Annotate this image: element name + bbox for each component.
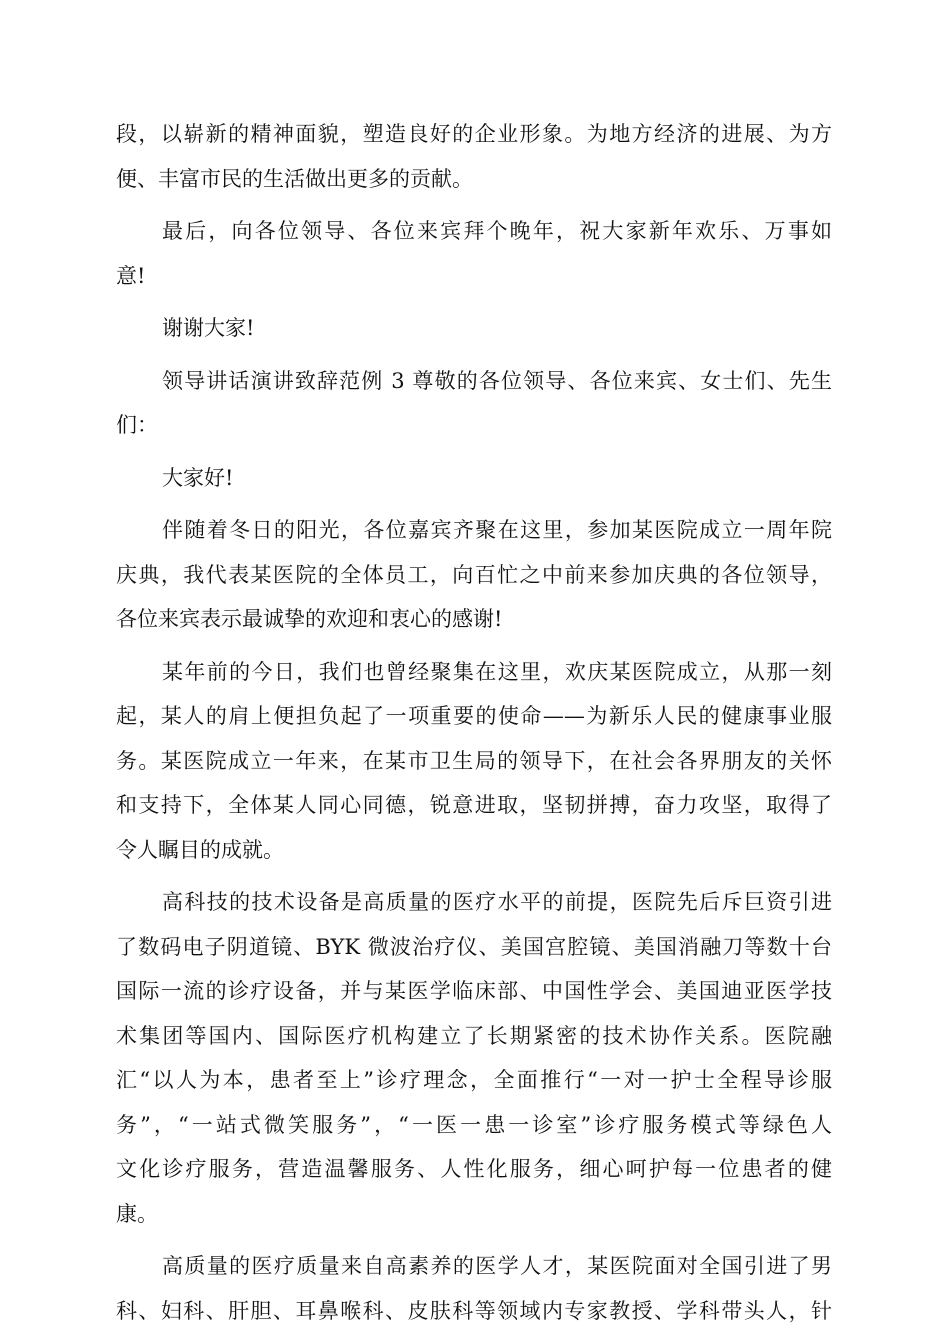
text-line: 高质量的医疗质量来自高素养的医学人才，某医院面对全国引进了男 [162,1254,832,1278]
text-line: 领导讲话演讲致辞范例 3 尊敬的各位领导、各位来宾、女士们、先生 [162,368,832,393]
text-line: 国际一流的诊疗设备，并与某医学临床部、中国性学会、美国迪亚医学技 [116,979,832,1003]
paragraph-gap [116,500,832,508]
paragraph-gap [116,351,832,359]
text-line: 了数码电子阴道镜、BYK 微波治疗仪、美国宫腔镜、美国消融刀等数十台 [116,934,832,959]
text-line: 文化诊疗服务，营造温馨服务、人性化服务，细心呵护每一位患者的健 [116,1157,832,1181]
text-line: 段，以崭新的精神面貌，塑造良好的企业形象。为地方经济的进展、为方 [116,122,832,146]
text-line: 汇“以人为本，患者至上”诊疗理念，全面推行“一对一护士全程导诊服 [116,1068,832,1092]
text-line: 伴随着冬日的阳光，各位嘉宾齐聚在这里，参加某医院成立一周年院 [162,518,832,542]
text-line: 起，某人的肩上便担负起了一项重要的使命——为新乐人民的健康事业服 [116,704,832,728]
paragraph-gap [116,1236,832,1244]
text-line: 谢谢大家! [162,316,255,340]
text-line: 便、丰富市民的生活做出更多的贡献。 [116,166,473,191]
text-line: 意! [116,263,146,288]
paragraph-gap [116,201,832,209]
text-line: 务”，“一站式微笑服务”，“一医一患一诊室”诊疗服务模式等绿色人 [116,1112,832,1137]
text-line: 令人瞩目的成就。 [116,837,284,862]
text-line: 科、妇科、肝胆、耳鼻喉科、皮肤科等领域内专家教授、学科带头人，针 [116,1298,832,1323]
text-line: 最后，向各位领导、各位来宾拜个晚年，祝大家新年欢乐、万事如 [162,219,832,243]
paragraph-gap [116,872,832,880]
document-body [116,112,832,1333]
text-line: 庆典，我代表某医院的全体员工，向百忙之中前来参加庆典的各位领导， [116,562,832,587]
paragraph-gap [116,448,832,456]
text-line: 康。 [116,1201,158,1226]
text-line: 各位来宾表示最诚挚的欢迎和衷心的感谢! [116,607,503,631]
text-line: 们： [116,413,158,437]
text-line: 务。某医院成立一年来，在某市卫生局的领导下，在社会各界朋友的关怀 [116,748,832,773]
paragraph-gap [116,642,832,650]
paragraph-gap [116,298,832,306]
text-line: 术集团等国内、国际医疗机构建立了长期紧密的技术协作关系。医院融 [116,1023,832,1048]
text-line: 和支持下，全体某人同心同德，锐意进取，坚韧拼搏，奋力攻坚，取得了 [116,793,832,817]
text-line: 高科技的技术设备是高质量的医疗水平的前提，医院先后斥巨资引进 [162,890,832,914]
text-line: 某年前的今日，我们也曾经聚集在这里，欢庆某医院成立，从那一刻 [162,659,832,684]
text-line: 大家好! [162,465,234,490]
